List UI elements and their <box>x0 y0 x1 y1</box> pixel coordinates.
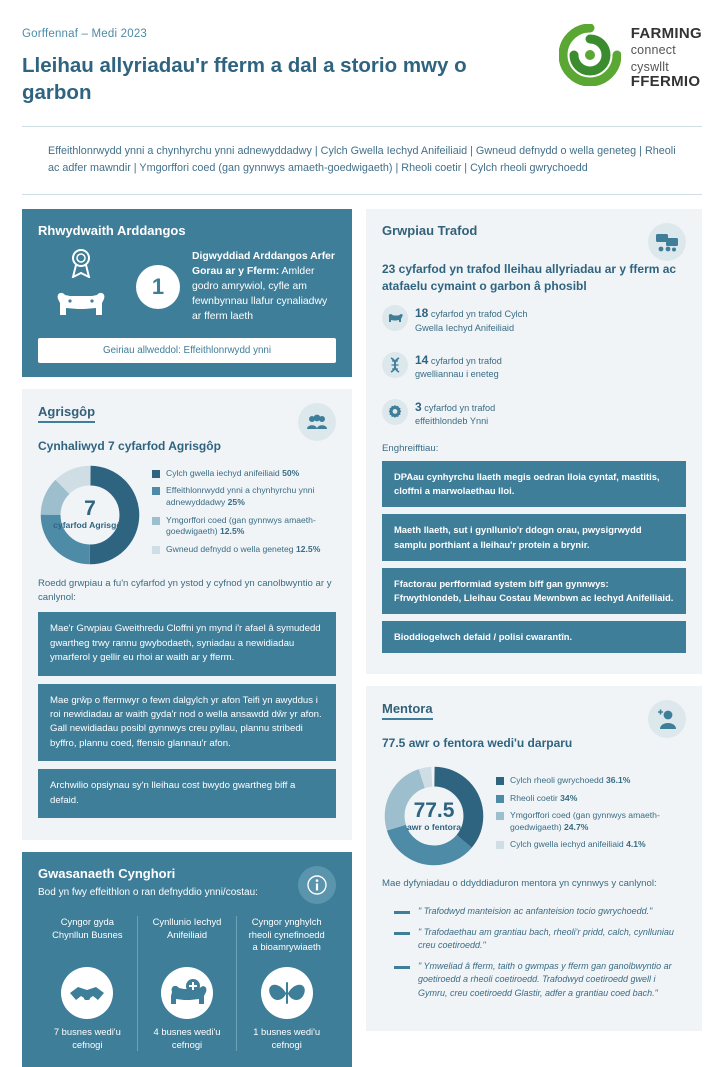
agrisgop-subtitle: Cynhaliwyd 7 cyfarfod Agrisgôp <box>38 438 221 453</box>
quote-dash-icon <box>394 966 410 969</box>
legend-swatch <box>496 777 504 785</box>
discussion-example: DPAau cynhyrchu llaeth megis oedran lloia cyntaf, mastitis, cloffni a marwolaethau lloi. <box>382 461 686 507</box>
logo-line-1: FARMING <box>630 25 702 42</box>
mentoring-quote <box>394 960 674 1001</box>
discussion-example: Ffactorau perfformiad system biff gan gynnwys: Ffrwythlondeb, Lleihau Costau Mewnbwn ac Iechyd Anifeiliaid. <box>382 568 686 614</box>
discussion-stat <box>382 352 532 381</box>
legend-label: Effeithlonrwydd ynni a chynhyrchu ynni adnewyddadwy <box>166 485 315 508</box>
legend-value: 50% <box>282 467 300 478</box>
themes-band <box>22 126 702 195</box>
legend-label: Cylch gwella iechyd anifeiliaid <box>166 467 280 478</box>
page-header <box>22 22 702 106</box>
right-column <box>366 209 702 1067</box>
mentoring-quote-text: " Ymweliad â fferm, taith o gwmpas y fferm gan ganolbwyntio ar goetiroedd a rheoli coetiroedd. Trafodwyd coetiroedd gwell i Gymru, creu coetiroedd Glastir, adfer a grantiau coed bach." <box>418 960 672 998</box>
butterfly-icon <box>260 966 314 1020</box>
legend-label: Rheoli coetir <box>510 792 558 803</box>
gear-icon <box>382 399 408 425</box>
discussion-stat-text <box>415 399 532 428</box>
mentoring-donut-value: 77.5 <box>413 798 455 822</box>
legend-swatch <box>496 795 504 803</box>
legend-label: Cylch gwella iechyd anifeiliaid <box>510 839 624 850</box>
advisory-title: Gwasanaeth Cynghori <box>38 865 176 881</box>
mentoring-head <box>382 700 686 756</box>
advisory-panel <box>22 852 352 1067</box>
header-text <box>22 22 522 106</box>
advisory-cell-heading: Cyngor ynghylch rheoli cynefinoedd a bioamrywiaeth <box>248 915 325 953</box>
legend-swatch <box>152 470 160 478</box>
mentoring-legend <box>496 775 686 857</box>
agrisgop-head <box>38 403 336 459</box>
logo-line-4: FFERMIO <box>630 72 701 90</box>
legend-value: 4.1% <box>626 839 646 850</box>
legend-swatch <box>496 812 504 820</box>
legend-label: Ymgorffori coed (gan gynnwys amaeth-goedwigaeth) <box>166 514 316 537</box>
advisory-cell-footer: 1 busnes wedi'u cefnogi <box>253 1025 321 1050</box>
legend-swatch <box>496 841 504 849</box>
discussion-stat-number: 14 <box>415 353 429 368</box>
demo-network-icon-group <box>38 248 124 326</box>
discussion-stat-label: cyfarfod yn trafod Cylch Gwella Iechyd Anifeiliaid <box>415 309 528 333</box>
legend-item <box>496 793 686 805</box>
mentoring-headline: 77.5 awr o fentora wedi'u darparu <box>382 736 573 750</box>
agrisgop-chart <box>38 463 336 567</box>
demo-event-count: 1 <box>136 265 180 309</box>
agrisgop-quote: Mae grŵp o ffermwyr o fewn dalgylch yr afon Teifi yn awyddus i roi newidiadau ar waith gyda'r nod o wella ansawdd dŵr yr afon. Gall newidiadau posibl gynnwys creu pyllau, plannu stribedi byffro, plannu coed, ffensio glannau'r afon. <box>38 684 336 762</box>
cow-health-icon <box>160 966 214 1020</box>
mentoring-quote-text: " Trafodwyd manteision ac anfanteision tocio gwrychoedd." <box>418 906 653 916</box>
discussion-groups-panel <box>366 209 702 674</box>
farming-connect-logo <box>559 22 702 91</box>
advisory-cell-footer: 4 busnes wedi'u cefnogi <box>153 1025 221 1050</box>
page-title: Lleihau allyriadau'r fferm a dal a storio mwy o garbon <box>22 54 467 105</box>
advisory-cell <box>137 916 237 1051</box>
agrisgop-panel <box>22 389 352 840</box>
mentoring-title: Mentora <box>382 701 433 720</box>
legend-swatch <box>152 517 160 525</box>
mentoring-quote <box>394 926 674 953</box>
advisory-cell-heading: Cyngor gyda Chynllun Busnes <box>52 915 123 940</box>
advisory-grid <box>38 916 336 1051</box>
mentor-person-icon <box>648 700 686 738</box>
agrisgop-title: Agrisgôp <box>38 404 95 423</box>
legend-value: 12.5% <box>295 543 321 554</box>
mentoring-quote <box>394 905 674 919</box>
discussion-stat-number: 18 <box>415 306 429 321</box>
demo-network-description <box>192 249 336 324</box>
advisory-cell <box>236 916 336 1051</box>
demo-network-row <box>38 248 336 326</box>
discussion-stats <box>382 305 686 435</box>
mentoring-chart <box>382 764 686 868</box>
advisory-head <box>38 866 336 904</box>
discussion-stat-label: cyfarfod yn trafod gwelliannau i eneteg <box>415 356 502 380</box>
themes-text: Effeithlonrwydd ynni a chynhyrchu ynni adnewyddadwy | Cylch Gwella Iechyd Anifeiliaid | Gwneud defnydd o wella geneteg | Rheoli ac adfer mawndir | Ymgorffori coed (gan gynnwys amaeth-goedwigaeth) | Rheoli coetir | Cylch rheoli gwrychoedd <box>48 145 676 175</box>
legend-item <box>496 775 686 787</box>
logo-line-3: cyswllt <box>630 59 669 74</box>
demo-network-panel <box>22 209 352 377</box>
content-columns <box>22 209 702 1067</box>
mentoring-quotes <box>382 895 686 1017</box>
left-column <box>22 209 352 1067</box>
advisory-cell-heading: Cynllunio Iechyd Anifeiliaid <box>152 915 222 940</box>
quote-dash-icon <box>394 932 410 935</box>
advisory-cell <box>38 916 137 1051</box>
legend-item <box>152 544 336 556</box>
legend-value: 12.5% <box>220 526 245 537</box>
discussion-headline: 23 cyfarfod yn trafod lleihau allyriadau ar y fferm ac atafaelu cymaint o garbon â phosibl <box>382 261 677 294</box>
agrisgop-donut-label: cyfarfod Agrisgôp <box>53 520 127 531</box>
advisory-cell-footer: 7 busnes wedi'u cefnogi <box>53 1025 121 1050</box>
discussion-stat-text <box>415 305 532 334</box>
demo-network-description-bold: Digwyddiad Arddangos Arfer Gorau ar y Fferm: <box>192 250 335 277</box>
legend-value: 34% <box>560 792 578 803</box>
discussion-stat-text <box>415 352 532 381</box>
legend-item <box>152 468 336 480</box>
agrisgop-donut-center <box>38 463 142 567</box>
discussion-stat <box>382 305 532 334</box>
info-icon <box>298 866 336 904</box>
mentoring-note: Mae dyfyniadau o ddyddiaduron mentora yn cynnwys y canlynol: <box>382 878 657 889</box>
quote-dash-icon <box>394 911 410 914</box>
people-group-icon <box>298 403 336 441</box>
legend-swatch <box>152 487 160 495</box>
legend-value: 24.7% <box>564 821 589 832</box>
legend-swatch <box>152 546 160 554</box>
demo-network-keywords: Geiriau allweddol: Effeithlonrwydd ynni <box>38 338 336 363</box>
mentoring-donut-label: awr o fentora <box>407 821 461 832</box>
discussion-stat <box>382 399 532 428</box>
mentoring-quote-text: " Trafodaethau am grantiau bach, rheoli'r pridd, calch, cynlluniau creu coetiroedd." <box>418 926 674 950</box>
logo-line-2: connect <box>630 42 676 57</box>
agrisgop-donut-value: 7 <box>84 497 96 521</box>
logo-wordmark <box>631 24 702 91</box>
mentoring-panel <box>366 686 702 1031</box>
discussion-stat-number: 3 <box>415 399 422 414</box>
advisory-subtitle: Bod yn fwy effeithlon o ran defnyddio ynni/costau: <box>38 886 258 898</box>
agrisgop-quote: Mae'r Grwpiau Gweithredu Cloffni yn mynd i'r afael â symudedd gwartheg trwy rannu gwybodaeth, syniadau a newidiadau ymarferol y gellir eu rhoi ar waith ar y fferm. <box>38 612 336 675</box>
legend-item <box>496 810 686 833</box>
cow-icon <box>52 287 110 326</box>
mentoring-donut-center <box>382 764 486 868</box>
legend-label: Ymgorffori coed (gan gynnwys amaeth-goedwigaeth) <box>510 810 660 832</box>
agrisgop-legend <box>152 468 336 562</box>
discussion-head <box>382 223 686 261</box>
legend-value: 36.1% <box>606 775 631 786</box>
discussion-bubbles-icon <box>648 223 686 261</box>
dna-icon <box>382 352 408 378</box>
legend-label: Cylch rheoli gwrychoedd <box>510 775 604 786</box>
swirl-logo-icon <box>559 24 621 86</box>
legend-item <box>496 839 686 851</box>
agrisgop-donut <box>38 463 142 567</box>
discussion-title: Grwpiau Trafod <box>382 222 478 238</box>
rosette-icon <box>68 248 94 283</box>
agrisgop-note: Roedd grwpiau a fu'n cyfarfod yn ystod y cyfnod yn canolbwyntio ar y canlynol: <box>38 577 332 603</box>
legend-item <box>152 515 336 538</box>
mentoring-donut <box>382 764 486 868</box>
cow-icon <box>382 305 408 331</box>
demo-network-description-rest: Amlder godro amrywiol, cyfle am fewnbynnau llafur cynaliadwy ar fferm laeth <box>192 266 328 323</box>
handshake-icon <box>60 966 114 1020</box>
agrisgop-quote: Archwilio opsiynau sy'n lleihau cost bwydo gwartheg biff a defaid. <box>38 769 336 818</box>
discussion-example: Bioddiogelwch defaid / polisi cwarantîn. <box>382 621 686 653</box>
demo-network-title: Rhwydwaith Arddangos <box>38 222 186 238</box>
legend-item <box>152 485 336 508</box>
legend-value: 25% <box>227 497 245 508</box>
legend-label: Gwneud defnydd o wella geneteg <box>166 543 294 554</box>
examples-label: Enghreifftiau: <box>382 443 439 455</box>
discussion-stat-label: cyfarfod yn trafod effeithlondeb Ynni <box>415 402 496 426</box>
discussion-example: Maeth llaeth, sut i gynllunio'r ddogn orau, pwysigrwydd samplu porthiant a lleihau'r protein a brynir. <box>382 514 686 560</box>
date-range: Gorffennaf – Medi 2023 <box>22 28 148 40</box>
